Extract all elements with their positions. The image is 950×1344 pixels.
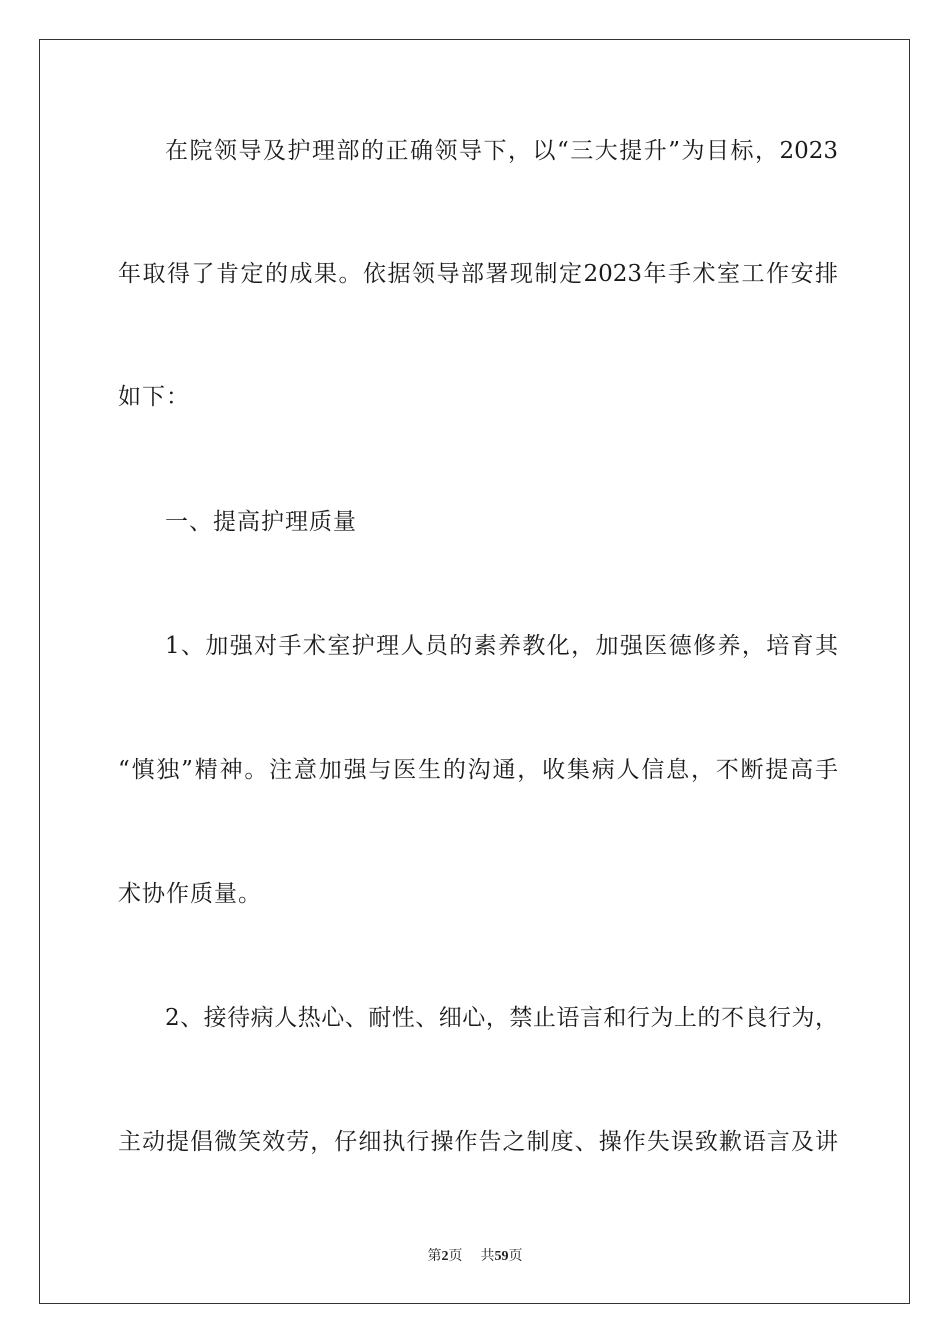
paragraph-line-3: 如下： — [118, 384, 190, 410]
page-prefix: 第 — [427, 1248, 442, 1264]
total-unit: 页 — [508, 1248, 523, 1264]
page-border — [39, 39, 910, 1304]
page-total: 59 — [494, 1249, 509, 1264]
paragraph-line-6: “慎独”精神。注意加强与医生的沟通，收集病人信息，不断提高手 — [118, 757, 838, 783]
section-heading: 一、提高护理质量 — [165, 509, 357, 535]
page-current: 2 — [441, 1249, 449, 1264]
paragraph-line-5: 1、加强对手术室护理人员的素养教化，加强医德修养，培育其 — [165, 633, 838, 659]
paragraph-line-7: 术协作质量。 — [118, 881, 262, 907]
paragraph-line-9: 主动提倡微笑效劳，仔细执行操作告之制度、操作失误致歉语言及讲 — [118, 1129, 838, 1155]
paragraph-line-2: 年取得了肯定的成果。依据领导部署现制定2023年手术室工作安排 — [118, 261, 838, 287]
paragraph-line-1: 在院领导及护理部的正确领导下，以“三大提升”为目标，2023 — [165, 138, 838, 164]
total-prefix: 共 — [480, 1248, 495, 1264]
paragraph-line-8: 2、接待病人热心、耐性、细心，禁止语言和行为上的不良行为， — [165, 1005, 838, 1031]
page-unit: 页 — [448, 1248, 463, 1264]
page-footer — [0, 1247, 950, 1266]
